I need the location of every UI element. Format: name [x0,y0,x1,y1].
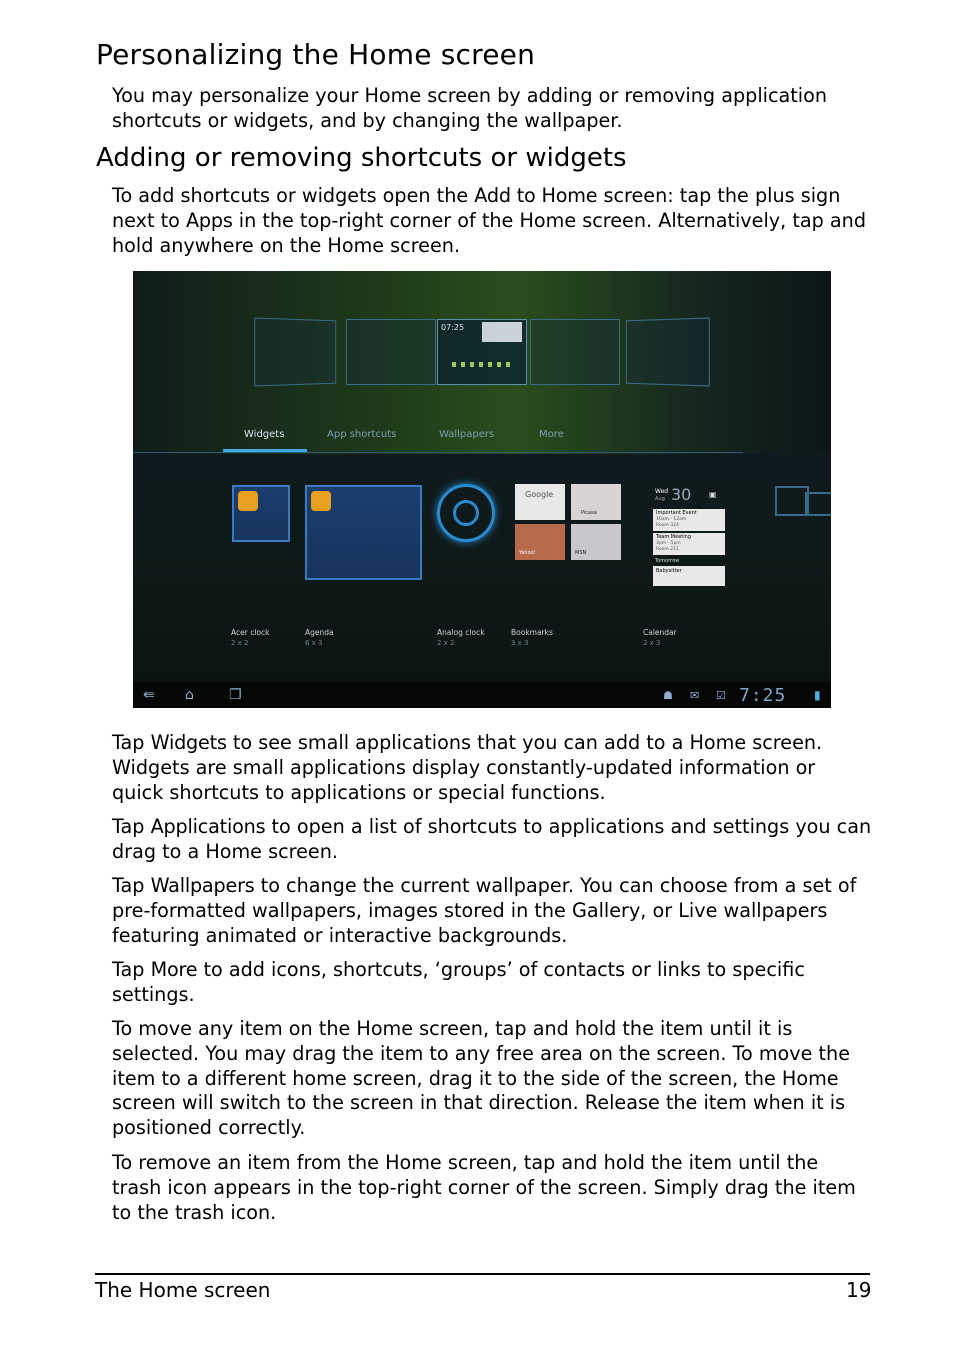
calendar-event: Babysitter [653,566,725,586]
clock-icon [238,491,258,511]
home-panel-1 [254,317,336,386]
next-widget-partial [805,492,831,516]
android-icon: ☗ [663,689,673,702]
widgets-term: Widgets [150,731,227,754]
widget-size: 2 x 3 [643,639,661,647]
bookmark-name: Yahoo! [519,550,536,556]
widget-size: 2 x 2 [437,639,455,647]
bookmark-name: Google [525,490,554,499]
widget-label: Acer clock [231,628,270,637]
add-paragraph: To add shortcuts or widgets open the Add to Home screen: tap the plus sign next to Apps in the top-right corner of the Home screen. Alternatively, tap and hold anywhere on the Home screen. [112,184,867,257]
apps-term: Apps [185,208,233,232]
widget-label: Calendar [643,628,677,637]
back-icon[interactable]: ⇚ [143,687,155,703]
footer-rule [95,1273,870,1275]
widget-size: 2 x 2 [231,639,249,647]
analog-clock-face [453,500,479,526]
tab-wallpapers[interactable]: Wallpapers [439,429,495,440]
wallpapers-paragraph: Tap Wallpapers to change the current wallpaper. You can choose from a set of pre-formatted wallpapers, images stored in the Gallery, or Live wallpapers featuring animated or interactive backgrounds. [112,874,857,947]
system-bar [133,682,831,708]
wallpapers-term: Wallpapers [150,874,255,897]
home-panel-2 [346,319,436,385]
widget-agenda[interactable] [305,485,422,580]
tab-app-shortcuts[interactable]: App shortcuts [327,429,397,440]
page-heading: Personalizing the Home screen [96,38,536,71]
page-number: 19 [846,1278,872,1302]
widget-acer-clock[interactable] [232,485,290,542]
mini-icons [452,362,514,367]
widget-tabs [221,411,741,453]
widget-bookmarks[interactable] [515,484,623,570]
calendar-notification-icon: ☑ [716,689,726,702]
calendar-add-icon: ▣ [709,490,717,499]
battery-icon: ▮ [814,688,821,702]
widget-calendar[interactable] [651,482,725,590]
recent-apps-icon[interactable]: ❐ [229,687,242,703]
widget-size: 3 x 3 [511,639,529,647]
status-clock: 7:25 [739,685,787,706]
move-item-paragraph: To move any item on the Home screen, tap and hold the item until it is selected. You may drag the item to any free area on the screen. To move the item to a different home screen, drag it to the side of the screen, the Home screen will switch to the screen in that direction. Release the item when it is positioned correctly. [112,1017,851,1140]
calendar-event: Important Event 10am - 12am Room 324 [653,509,725,531]
calendar-month: Aug [655,496,665,502]
home-panel-4 [530,319,620,385]
home-panel-5 [626,317,710,386]
next-widget-partial [775,486,809,516]
agenda-icon [311,491,331,511]
widget-label: Agenda [305,628,334,637]
widget-size: 6 x 3 [305,639,323,647]
add-to-home-term: Add to Home [474,184,598,207]
intro-paragraph: You may personalize your Home screen by adding or removing application shortcuts or widgets, and by changing the wallpaper. [112,84,828,132]
applications-term: Applications [150,815,266,838]
tab-divider [133,452,743,453]
calendar-date: 30 [671,485,692,504]
calendar-tomorrow: Tomorrow [655,558,680,564]
bookmark-name: Picasa [581,510,597,516]
applications-paragraph: Tap Applications to open a list of shortcuts to applications and settings you can drag to a Home screen. [112,815,872,863]
footer-section-title: The Home screen [95,1278,271,1302]
tab-more[interactable]: More [539,429,564,440]
home-icon[interactable]: ⌂ [185,687,194,703]
calendar-event: Team Meeting 3pm - 5pm Room 211 [653,533,725,555]
remove-item-paragraph: To remove an item from the Home screen, tap and hold the item until the trash icon appears in the top-right corner of the screen. Simply drag the item to the trash icon. [112,1151,856,1224]
more-paragraph: Tap More to add icons, shortcuts, ‘groups’ of contacts or links to specific settings. [112,958,805,1006]
widget-list [133,454,831,682]
mail-icon: ✉ [690,689,700,702]
home-panel-current [437,319,527,385]
section-heading: Adding or removing shortcuts or widgets [96,143,627,173]
bookmark-name: MSN [575,550,587,556]
mini-widget [482,322,522,342]
more-term: More [150,958,198,981]
calendar-day: Wed [655,488,669,495]
widget-analog-clock[interactable] [437,484,495,542]
mini-clock: 07:25 [441,323,465,332]
tab-widgets[interactable]: Widgets [244,429,285,440]
widgets-paragraph: Tap Widgets to see small applications that you can add to a Home screen. Widgets are small applications display constantly-updated information or quick shortcuts to applications or special functions. [112,731,823,804]
add-to-home-screenshot [133,271,831,708]
widget-label: Bookmarks [511,628,553,637]
widget-label: Analog clock [437,628,485,637]
